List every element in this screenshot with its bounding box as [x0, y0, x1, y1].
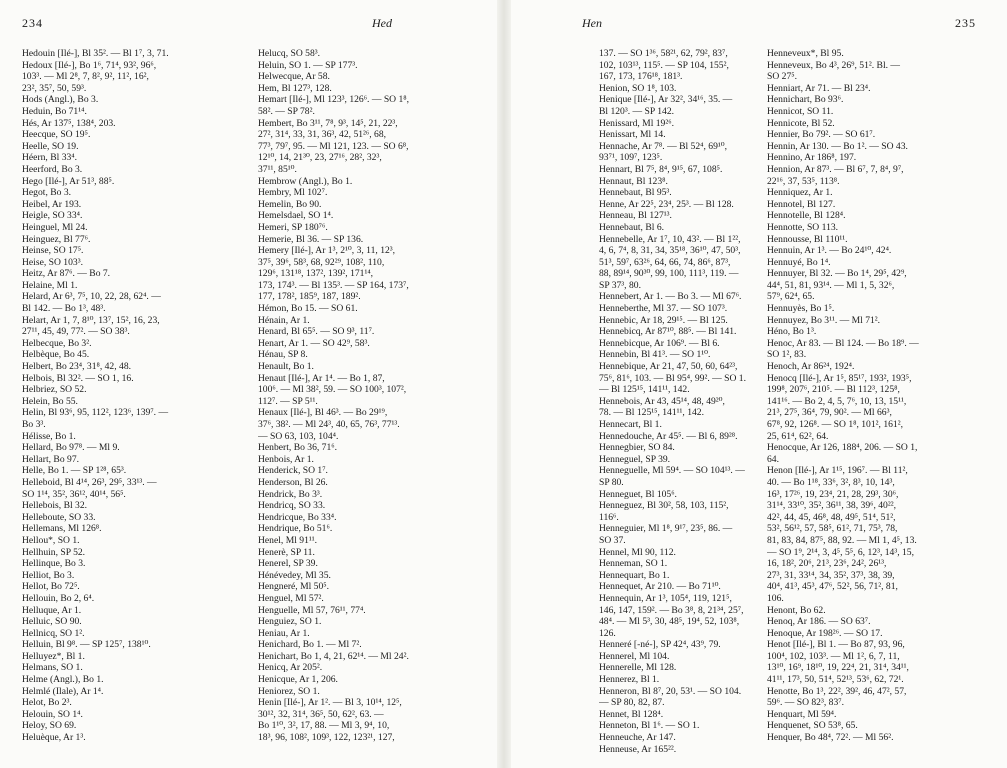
page-number: 235: [955, 16, 976, 30]
index-entry: 129⁶, 131¹⁸, 137², 139², 171¹⁴,: [258, 268, 374, 280]
index-entry: Helluque, Ar 1.: [22, 604, 82, 616]
index-entry: 44⁴, 51, 81, 93¹⁴. — Ml 1, 5, 32⁶,: [767, 279, 895, 291]
index-entry: Hembrow (Angl.), Bo 1.: [258, 175, 353, 187]
index-entry: Henocque, Ar 126, 188⁴, 206. — SO 1,: [767, 442, 918, 454]
index-entry: Hennaut, Bl 123⁸.: [599, 175, 668, 187]
index-entry: Hemery [Ilé-], Ar 1³, 2¹⁰, 3, 11, 12³,: [258, 245, 396, 257]
index-entry: Hemeri, SP 180⁷⁶.: [258, 221, 328, 233]
index-entry: Hellemans, Ml 126⁸.: [22, 523, 102, 535]
index-entry: Héno, Bo 1³.: [767, 326, 817, 338]
left-page: [0, 0, 497, 768]
index-entry: 12¹⁰, 14, 21³⁰, 23, 27¹⁶, 28², 32³,: [258, 152, 382, 164]
index-column-2: [767, 48, 1003, 744]
index-entry: Hennequin, Ar 1³, 105⁴, 119, 121⁵,: [599, 592, 732, 604]
index-entry: Hellinque, Bo 3.: [22, 558, 86, 570]
index-entry: Heniorez, SO 1.: [258, 685, 320, 697]
index-entry: Hellou*, SO 1.: [22, 534, 80, 546]
index-entry: 102, 103¹³, 115⁵. — SP 104, 155²,: [599, 59, 729, 71]
index-entry: Hennicote, Bl 52.: [767, 117, 835, 129]
index-entry: Henerel, SP 39.: [258, 558, 318, 570]
index-entry: Hénau, SP 8.: [258, 349, 308, 361]
index-entry: 64.: [767, 453, 779, 465]
index-entry: SO 1², 83.: [767, 349, 807, 361]
index-entry: 21³, 27⁵, 36⁴, 79, 90². — Ml 66³,: [767, 407, 892, 419]
index-entry: 57⁹, 62⁴, 65.: [767, 291, 815, 303]
index-entry: Hennel, Ml 90, 112.: [599, 546, 676, 558]
index-entry: Henneveux, Bo 4³, 26⁹, 51². Bl. —: [767, 59, 901, 71]
index-entry: Hennebique, Ar 21, 47, 50, 60, 64²³,: [599, 361, 738, 373]
index-entry: Hennet, Bl 128⁴.: [599, 708, 664, 720]
index-entry: 37⁵, 39⁶, 58³, 68, 92²⁹, 108², 110,: [258, 256, 385, 268]
index-entry: Hennuyer, Bl 32. — Bo 1⁴, 29⁵, 42⁹,: [767, 268, 907, 280]
index-entry: 141¹⁶. — Bo 2, 4, 5, 7⁶, 10, 13, 15¹¹,: [767, 395, 907, 407]
index-entry: Henault, Bo 1.: [258, 361, 314, 373]
index-entry: Hennuyès, Bo 1⁵.: [767, 303, 835, 315]
index-entry: Hego [Ilé-], Ar 51³, 88⁵.: [22, 175, 115, 187]
index-entry: Heibel, Ar 193.: [22, 198, 82, 210]
index-entry: Henoque, Ar 198²⁶. — SO 17.: [767, 627, 883, 639]
index-entry: 42², 44, 45, 46⁸, 48, 49⁵, 51⁴, 51²,: [767, 511, 896, 523]
index-entry: SP 80.: [599, 476, 624, 488]
index-entry: Hennebaut, Bl 95³.: [599, 187, 672, 199]
index-entry: Henneuse, Ar 165²².: [599, 743, 677, 755]
index-entry: SP 37³, 80.: [599, 279, 641, 291]
index-entry: Hennebelle, Ar 1⁷, 10, 43². — Bl 1²²,: [599, 233, 741, 245]
index-entry: Héern, Bl 33⁴.: [22, 152, 78, 164]
index-entry: Helbèque, Bo 45.: [22, 349, 90, 361]
index-entry: Hennecart, Bl 1.: [599, 419, 662, 430]
index-entry: Helluyez*, Bl 1.: [22, 650, 85, 662]
index-entry: 81, 83, 84, 87⁵, 88, 92. — Ml 1, 4⁵, 13.: [767, 534, 917, 546]
index-entry: Henaut [Ilé-], Ar 1⁴. — Bo 1, 87,: [258, 372, 385, 384]
index-entry: 173, 174³. — Bl 135³. — SP 164, 173⁷,: [258, 279, 409, 291]
index-entry: 137. — SO 1³⁶, 58²¹, 62, 79², 83⁷,: [599, 48, 728, 59]
index-entry: Henneguet, Bl 105⁶.: [599, 488, 677, 500]
index-entry: SO 27⁵.: [767, 71, 797, 83]
index-entry: Hendricq, SO 33.: [258, 500, 326, 512]
index-entry: Helluin, Bl 9⁸. — SP 125⁷, 138¹⁰.: [22, 639, 151, 651]
index-entry: Henique [Ilé-], Ar 32², 34¹⁶, 35. —: [599, 94, 733, 106]
index-entry: Hennebert, Ar 1. — Bo 3. — Ml 67⁶.: [599, 291, 742, 303]
index-entry: Hellnicq, SO 1².: [22, 627, 85, 639]
index-entry: Helbert, Bo 23⁴, 31⁸, 42, 48.: [22, 361, 132, 373]
index-entry: 18³, 96, 108², 109³, 122, 123²¹, 127,: [258, 732, 395, 744]
index-entry: 93⁷¹, 109⁷, 123⁵.: [599, 152, 663, 164]
index-entry: Henniquez, Ar 1.: [767, 187, 833, 199]
index-entry: Helluic, SO 90.: [22, 616, 82, 628]
index-entry: Henniart, Ar 71. — Bl 23⁴.: [767, 82, 871, 94]
index-entry: Hennache, Ar 7⁸. — Bl 52⁴, 69¹⁰,: [599, 140, 727, 152]
index-entry: 40. — Bo 1¹⁸, 33⁶, 3², 8³, 10, 14³,: [767, 476, 895, 488]
index-entry: Hennotelle, Bl 128⁴.: [767, 210, 846, 222]
index-entry: Henquart, Ml 59⁴.: [767, 708, 837, 720]
index-entry: Hennotte, SO 113.: [767, 221, 839, 233]
index-entry: Hengneré, Ml 50⁵.: [258, 581, 330, 593]
index-entry: Henneron, Bl 8⁷, 20, 53¹. — SO 104.: [599, 685, 742, 697]
index-entry: Hénévedey, Ml 35.: [258, 569, 331, 581]
index-entry: Hellouin, Bo 2, 6⁴.: [22, 592, 95, 604]
index-entry: 37⁶, 38². — Ml 24³, 40, 65, 76³, 77¹³.: [258, 419, 400, 430]
index-entry: Helein, Bo 55.: [22, 395, 78, 407]
index-entry: Helucq, SO 58³.: [258, 48, 321, 59]
index-entry: Helart, Ar 1, 7, 8¹⁰, 13⁷, 15², 16, 23,: [22, 314, 160, 326]
index-entry: Hélisse, Bo 1.: [22, 430, 76, 442]
index-entry: Henguelle, Ml 57, 76¹¹, 77⁴.: [258, 604, 366, 616]
index-entry: 59⁶. — SO 82³, 83⁷.: [767, 697, 844, 709]
index-entry: — SO 1⁹, 2¹⁴, 3, 4⁵, 5⁵, 6, 12³, 14³, 15,: [767, 546, 914, 558]
index-entry: Henbois, Ar 1.: [258, 453, 314, 465]
index-entry: Hellart, Bo 97.: [22, 453, 80, 465]
index-entry: Hennegbier, SO 84.: [599, 442, 675, 454]
index-entry: Hémon, Bo 15. — SO 61.: [258, 303, 358, 315]
index-entry: Hem, Bl 127³, 128.: [258, 82, 332, 94]
index-entry: 146, 147, 159². — Bo 3⁸, 8, 21³⁴, 25⁷,: [599, 604, 744, 616]
index-entry: Bl 120³. — SP 142.: [599, 105, 675, 117]
index-entry: 116⁶.: [599, 511, 619, 523]
index-entry: 41¹¹, 17³, 50, 51⁴, 52¹³, 53⁶, 62, 72¹.: [767, 674, 904, 686]
index-entry: Helmlé (Ilale), Ar 1⁴.: [22, 685, 104, 697]
index-column-1: [22, 48, 258, 744]
index-entry: Hendrick, Bo 3³.: [258, 488, 323, 500]
index-entry: Hegot, Bo 3.: [22, 187, 72, 199]
running-head: Hen: [582, 16, 602, 30]
index-entry: Henneguelle, Ml 59⁴. — SO 104¹³. —: [599, 465, 745, 477]
index-entry: 67⁸, 92, 126⁸. — SO 1⁸, 101², 161²,: [767, 419, 903, 430]
index-entry: Hellot, Bo 72⁵.: [22, 581, 80, 593]
index-entry: 106.: [767, 592, 784, 604]
index-entry: 126.: [599, 627, 616, 639]
index-entry: Helme (Angl.), Bo 1.: [22, 674, 104, 686]
index-entry: 78. — Bl 125¹⁵, 141¹¹, 142.: [599, 407, 704, 419]
index-entry: Hennion, Ar 87³. — Bl 6⁷, 7, 8⁴, 9⁷,: [767, 163, 904, 175]
index-entry: Hennebin, Bl 41³. — SO 1¹⁰.: [599, 349, 711, 361]
index-entry: Henot [Ilé-], Bl 1. — Bo 87, 93, 96,: [767, 639, 905, 651]
index-entry: Hennebois, Ar 43, 45¹⁴, 48, 49²⁰,: [599, 395, 725, 407]
index-entry: Henel, Ml 91¹¹.: [258, 534, 318, 546]
index-entry: Hennuin, Ar 1³. — Bo 24¹⁰, 42⁴.: [767, 245, 892, 257]
index-entry: Bo 1¹⁰, 3², 17, 88. — Ml 3, 9⁴, 10,: [258, 720, 390, 732]
index-entry: Henoq, Ar 186. — SO 63⁷.: [767, 616, 871, 628]
index-entry: 77³, 79⁷, 95. — Ml 121, 123. — SO 6⁸,: [258, 140, 409, 152]
index-entry: Hénain, Ar 1.: [258, 314, 310, 326]
index-entry: Hennequet, Ar 210. — Bo 71¹⁰.: [599, 581, 721, 593]
index-entry: Helle, Bo 1. — SP 1²⁸, 65³.: [22, 465, 127, 477]
index-entry: 112⁷. — SP 5¹¹.: [258, 395, 318, 407]
index-entry: Henneberthe, Ml 37. — SO 107³.: [599, 303, 728, 315]
index-entry: Henocq [Ilé-], Ar 1⁵, 85¹⁷, 193², 193⁵,: [767, 372, 912, 384]
index-entry: Heloy, SO 69.: [22, 720, 77, 732]
index-entry: Hellebois, Bl 32.: [22, 500, 88, 512]
index-entry: Helleboute, SO 33.: [22, 511, 96, 523]
index-entry: Hennart, Bl 7⁵, 8⁴, 9¹⁵, 67, 108⁵.: [599, 163, 723, 175]
index-entry: Helmans, SO 1.: [22, 662, 83, 674]
index-entry: Hellard, Bo 97⁸. — Ml 9.: [22, 442, 120, 454]
index-entry: 40⁴, 41³, 45³, 47⁶, 52², 56, 71², 81,: [767, 581, 898, 593]
index-entry: Henon [Ilé-], Ar 1¹⁵, 196⁷. — Bl 11²,: [767, 465, 908, 477]
index-entry: Henissart, Ml 14.: [599, 129, 666, 141]
index-entry: Heecque, SO 19⁵.: [22, 129, 91, 141]
index-entry: 25, 61⁴, 62², 64.: [767, 430, 829, 442]
index-entry: SO 37.: [599, 534, 626, 546]
index-entry: 100⁶. — Ml 38², 59. — SO 100³, 107²,: [258, 384, 407, 396]
index-entry: Hennin, Ar 130. — Bo 1². — SO 43.: [767, 140, 908, 152]
index-entry: Henguel, Ml 57².: [258, 592, 324, 604]
index-entry: Helwecque, Ar 58.: [258, 71, 330, 83]
index-entry: Henion, SO 1⁸, 103.: [599, 82, 677, 94]
index-entry: Henneguel, SP 39.: [599, 453, 671, 465]
index-entry: — Bl 125¹⁵, 141¹¹, 142.: [599, 384, 690, 396]
index-entry: 88, 89¹⁴, 90³⁰, 99, 100, 111³, 119. —: [599, 268, 739, 280]
index-entry: Heelle, SO 19.: [22, 140, 79, 152]
index-entry: 16³, 17²⁶, 19, 23⁴, 21, 28, 29³, 30⁶,: [767, 488, 899, 500]
index-entry: — SP 80, 82, 87.: [599, 697, 665, 709]
index-entry: Hennebicque, Ar 106⁹. — Bl 6.: [599, 337, 720, 349]
index-entry: 48⁴. — Ml 5³, 30, 48⁵, 19⁴, 52, 103⁸,: [599, 616, 740, 628]
index-entry: Hennebaut, Bl 6.: [599, 221, 665, 233]
index-entry: Heinguez, Bl 77⁶.: [22, 233, 91, 245]
page-number: 234: [22, 16, 43, 30]
index-entry: Hennequart, Bo 1.: [599, 569, 670, 581]
index-entry: Bl 142. — Bo 1³, 48³.: [22, 303, 106, 315]
index-entry: Henoch, Ar 86²⁴, 192⁴.: [767, 361, 855, 373]
index-entry: Heigle, SO 33⁴.: [22, 210, 83, 222]
index-entry: Hedoux [Ilé-], Bo 1⁶, 71⁴, 93², 96⁶,: [22, 59, 157, 71]
index-entry: Hembry, Ml 102⁷.: [258, 187, 328, 199]
index-entry: Henard, Bl 65⁵. — SO 9³, 11⁷.: [258, 326, 375, 338]
index-entry: Henart, Ar 1. — SO 42⁹, 58³.: [258, 337, 370, 349]
index-entry: 75⁶, 81⁶, 103. — Bl 95⁴, 99². — SO 1.: [599, 372, 746, 384]
index-entry: Hedouin [Ilé-], Bl 35². — Bl 1⁷, 3, 71.: [22, 48, 169, 59]
index-entry: Hendrique, Bo 51⁶.: [258, 523, 333, 535]
index-entry: Helot, Bo 2³.: [22, 697, 72, 709]
index-entry: Hods (Angl.), Bo 3.: [22, 94, 99, 106]
index-entry: 4, 6, 7⁴, 8, 31, 34, 35¹⁸, 36¹⁰, 47, 50³,: [599, 245, 741, 257]
index-entry: 13¹⁰, 16⁹, 18¹⁰, 19, 22⁴, 21, 31⁴, 34¹¹,: [767, 662, 909, 674]
index-entry: Helouin, SO 1⁴.: [22, 708, 83, 720]
index-entry: Hemelsdael, SO 1⁴.: [258, 210, 334, 222]
index-entry: Henneman, SO 1.: [599, 558, 668, 570]
index-entry: Henquer, Bo 48⁴, 72². — Ml 56².: [767, 732, 894, 744]
index-entry: 30¹², 32, 31⁴, 36⁵, 50, 62², 63. —: [258, 708, 384, 720]
index-entry: Hennerez, Bl 1.: [599, 674, 660, 686]
index-entry: Hennicot, SO 11.: [767, 105, 834, 117]
running-head: Hed: [372, 16, 392, 30]
index-entry: Hennebicq, Ar 87¹⁰, 88⁵. — Bl 141.: [599, 326, 737, 338]
index-entry: Henguiez, SO 1.: [258, 616, 322, 628]
right-page: [511, 0, 1007, 768]
index-entry: Henbert, Bo 36, 71⁶.: [258, 442, 338, 454]
index-entry: Henneguier, Ml 1⁸, 9¹⁷, 23⁵, 86. —: [599, 523, 733, 535]
index-entry: 27³, 31, 33¹⁴, 34, 35², 37³, 38, 39,: [767, 569, 895, 581]
index-entry: Henneré [-né-], SP 42⁴, 43⁹, 79.: [599, 639, 721, 651]
book-gutter: [497, 0, 511, 768]
index-entry: 27¹¹, 45, 49, 77². — SO 38³.: [22, 326, 130, 338]
index-entry: Henderson, Bl 26.: [258, 476, 328, 488]
index-entry: Helleboid, Bl 4¹⁴, 26³, 29⁵, 33¹³. —: [22, 476, 157, 488]
index-entry: Heerford, Bo 3.: [22, 163, 83, 175]
index-entry: Heinse, SO 17⁵.: [22, 245, 84, 257]
index-entry: Henissard, Ml 19²⁶.: [599, 117, 674, 129]
index-entry: Hennino, Ar 186⁸, 197.: [767, 152, 857, 164]
index-column-2: [258, 48, 494, 744]
index-entry: 16, 18², 20⁶, 21³, 23⁶, 24², 26¹³,: [767, 558, 887, 570]
index-entry: Henin [Ilé-], Ar 1². — Bl 3, 10¹⁴, 12⁵,: [258, 697, 402, 709]
index-entry: Hennier, Bo 79². — SO 61⁷.: [767, 129, 876, 141]
index-entry: Hemerie, Bl 36. — SP 136.: [258, 233, 364, 245]
index-entry: Heduin, Bo 71¹⁴.: [22, 105, 87, 117]
index-entry: Hennerel, Ml 104.: [599, 650, 670, 662]
index-entry: Henont, Bo 62.: [767, 604, 826, 616]
index-entry: Henerè, SP 11.: [258, 546, 315, 558]
index-entry: Helbriez, SO 52.: [22, 384, 87, 396]
index-entry: 167, 173, 176¹⁸, 181³.: [599, 71, 683, 83]
index-entry: Henneau, Bl 127¹³.: [599, 210, 672, 222]
index-entry: Hennotel, Bl 127.: [767, 198, 836, 210]
index-entry: Henaux [Ilé-], Bl 46³. — Bo 29¹⁹,: [258, 407, 388, 419]
index-entry: Hennuyé, Bo 1⁴.: [767, 256, 831, 268]
index-entry: 58². — SP 78².: [258, 105, 315, 117]
index-entry: Henotte, Bo 1³, 22², 39², 46, 47², 57,: [767, 685, 907, 697]
index-entry: Hellhuin, SP 52.: [22, 546, 86, 558]
index-entry: Heluin, SO 1. — SP 177³.: [258, 59, 358, 71]
index-entry: Henquenet, SO 53⁸, 65.: [767, 720, 858, 732]
index-entry: Henichard, Bo 1. — Ml 7².: [258, 639, 362, 651]
index-entry: Hemart [Ilé-], Ml 123³, 126⁶. — SO 1⁸,: [258, 94, 410, 106]
index-entry: Heniau, Ar 1.: [258, 627, 310, 639]
index-entry: Heinguel, Ml 24.: [22, 221, 88, 233]
index-entry: 177, 178², 185⁹, 187, 189².: [258, 291, 361, 303]
index-entry: Henne, Ar 22⁵, 23⁴, 25³. — Bl 128.: [599, 198, 734, 210]
index-entry: Helbecque, Bo 3².: [22, 337, 92, 349]
index-entry: Henicque, Ar 1, 206.: [258, 674, 338, 686]
index-entry: Hés, Ar 137⁵, 138⁴, 203.: [22, 117, 116, 129]
index-entry: Hennerelle, Ml 128.: [599, 662, 677, 674]
index-entry: Helaine, Ml 1.: [22, 279, 78, 291]
index-entry: Henneveux*, Bl 95.: [767, 48, 844, 59]
index-entry: 103³. — Ml 2⁸, 7, 8², 9², 11², 16²,: [22, 71, 149, 83]
index-entry: — SO 63, 103, 104⁴.: [258, 430, 339, 442]
index-entry: Henneton, Bl 1⁶. — SO 1.: [599, 720, 700, 732]
index-entry: 37¹¹, 85¹⁰.: [258, 163, 297, 175]
index-entry: Bo 3³.: [22, 419, 46, 430]
index-entry: Henoc, Ar 83. — Bl 124. — Bo 18⁹. —: [767, 337, 919, 349]
index-entry: Hennousse, Bl 110¹¹.: [767, 233, 848, 245]
index-entry: Henneguez, Bl 30², 58, 103, 115²,: [599, 500, 729, 512]
index-entry: Helliot, Bo 3.: [22, 569, 75, 581]
index-entry: Hennebic, Ar 18, 29¹⁵. — Bl 125.: [599, 314, 728, 326]
index-entry: SO 1¹⁴, 35², 36¹², 40¹⁴, 56⁵.: [22, 488, 126, 500]
index-entry: 31¹⁴, 33¹⁰, 35², 36¹¹, 38, 39⁶, 40²²,: [767, 500, 897, 512]
index-entry: Helard, Ar 6³, 7⁵, 10, 22, 28, 62⁴. —: [22, 291, 161, 303]
index-entry: 23², 35⁷, 50, 59³.: [22, 82, 87, 94]
index-entry: Helin, Bl 93⁶, 95, 112², 123⁶, 139⁷. —: [22, 407, 169, 419]
index-entry: Hembert, Bo 3¹¹, 7⁸, 9³, 14⁵, 21, 22³,: [258, 117, 398, 129]
index-entry: Heitz, Ar 87⁶. — Bo 7.: [22, 268, 111, 280]
index-entry: Helbois, Bl 32². — SO 1, 16.: [22, 372, 134, 384]
index-entry: Henicq, Ar 205².: [258, 662, 323, 674]
index-entry: 51³, 59⁷, 63²⁶, 64, 66, 74, 86⁶, 87³,: [599, 256, 731, 268]
index-entry: Heise, SO 103³.: [22, 256, 83, 268]
index-entry: Hennedouche, Ar 45⁵. — Bl 6, 89²⁸.: [599, 430, 738, 442]
index-entry: Heluèque, Ar 1³.: [22, 732, 86, 744]
index-entry: Hennichart, Bo 93⁶.: [767, 94, 844, 106]
index-entry: Hennuyez, Bo 3¹¹. — Ml 71².: [767, 314, 881, 326]
index-entry: 100⁴, 102, 103³. — Ml 1², 6, 7, 11,: [767, 650, 900, 662]
index-entry: Henichart, Bo 1, 4, 21, 62¹⁴. — Ml 24².: [258, 650, 409, 662]
index-entry: Hendricque, Bo 33⁴.: [258, 511, 337, 523]
index-entry: 27², 31⁴, 33, 31, 36³, 42, 51²⁶, 68,: [258, 129, 387, 141]
index-entry: Hemelin, Bo 90.: [258, 198, 322, 210]
index-entry: Henneuche, Ar 147.: [599, 732, 676, 744]
index-entry: 199⁸, 207⁶, 210⁵. — Bl 112³, 125⁸,: [767, 384, 900, 396]
index-entry: Henderick, SO 1⁷.: [258, 465, 328, 477]
index-entry: 22¹⁶, 37, 53⁵, 113⁸.: [767, 175, 840, 187]
index-entry: 53², 56¹², 57, 58⁵, 61², 71, 75³, 78,: [767, 523, 898, 535]
